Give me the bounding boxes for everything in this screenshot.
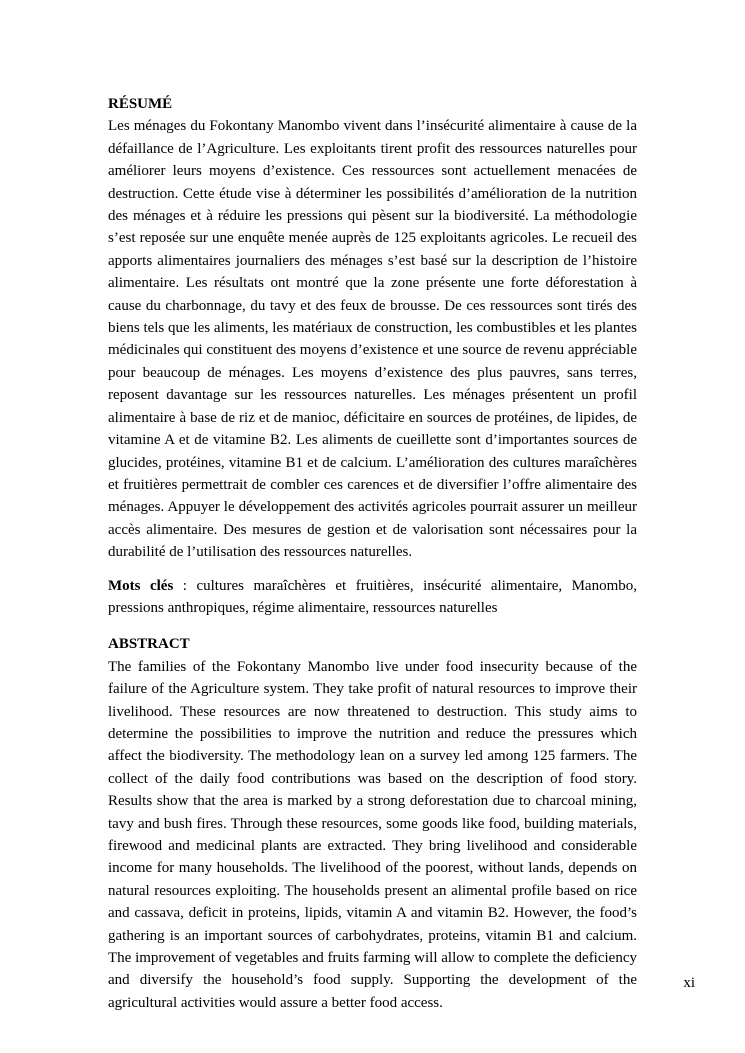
page-number: xi bbox=[683, 975, 695, 991]
keywords-paragraph bbox=[108, 575, 637, 620]
abstract-paragraph: The families of the Fokontany Manombo live under food insecurity because of the failure of the Agriculture system. They take profit of natural resources to improve their livelihood. These resources are now threatened to destruction. This study aims to determine the possibilities to improve the nutrition and reduce the pressures which affect the biodiversity. The methodology lean on a survey led among 125 farmers. The collect of the daily food contributions was based on the description of food story. Results show that the area is marked by a strong deforestation due to charcoal mining, tavy and bush fires. Through these resources, some goods like food, building materials, firewood and medicinal plants are extracted. They bring livelihood and considerable income for many households. The livelihood of the poorest, without lands, depends on natural resources exploiting. The households present an alimental profile based on rice and cassava, deficit in proteins, lipids, vitamin A and vitamin B2. However, the food’s gathering is an important sources of carbohydrates, proteins, vitamin B1 and calcium. The improvement of vegetables and fruits farming will allow to complete the deficiency and diversify the household’s food supply. Supporting the development of the agricultural activities would assure a better food access. bbox=[108, 658, 637, 1011]
resume-paragraph: Les ménages du Fokontany Manombo vivent dans l’insécurité alimentaire à cause de la défaillance de l’Agriculture. Les exploitants tirent profit des ressources naturelles pour améliorer leurs moyens d’existence. Ces ressources sont actuellement menacées de destruction. Cette étude vise à déterminer les possibilités d’amélioration de la nutrition des ménages et à réduire les pressions qui pèsent sur la biodiversité. La méthodologie s’est reposée sur une enquête menée auprès de 125 exploitants agricoles. Le recueil des apports alimentaires journaliers des ménages s’est basé sur la description de l’histoire alimentaire. Les résultats ont montré que la zone présente une forte déforestation à cause du charbonnage, du tavy et des feux de brousse. De ces ressources sont tirés des biens tels que les aliments, les matériaux de construction, les combustibles et les plantes médicinales qui constituent des moyens d’existence et une source de revenu appréciable pour beaucoup de ménages. Les moyens d’existence des plus pauvres, sans terres, reposent davantage sur les ressources naturelles. Les ménages présentent un profil alimentaire à base de riz et de manioc, déficitaire en sources de protéines, de lipides, de vitamine A et de vitamine B2. Les aliments de cueillette sont d’importantes sources de glucides, protéines, vitamine B1 et de calcium. L’amélioration des cultures maraîchères et fruitières permettrait de combler ces carences et de diversifier l’offre alimentaire des ménages. Appuyer le développement des activités agricoles pourrait assurer un meilleur accès alimentaire. Des mesures de gestion et de valorisation sont nécessaires pour la durabilité de l’utilisation des ressources naturelles. bbox=[108, 118, 637, 561]
keywords-text: cultures maraîchères et fruitières, insécurité alimentaire, Manombo, pressions anthropiques, régime alimentaire, ressources naturelles bbox=[108, 577, 638, 616]
abstract-heading: ABSTRACT bbox=[108, 636, 190, 653]
keywords-separator: : bbox=[173, 577, 197, 594]
resume-heading: RÉSUMÉ bbox=[108, 96, 173, 112]
keywords-label: Mots clés bbox=[108, 577, 174, 594]
